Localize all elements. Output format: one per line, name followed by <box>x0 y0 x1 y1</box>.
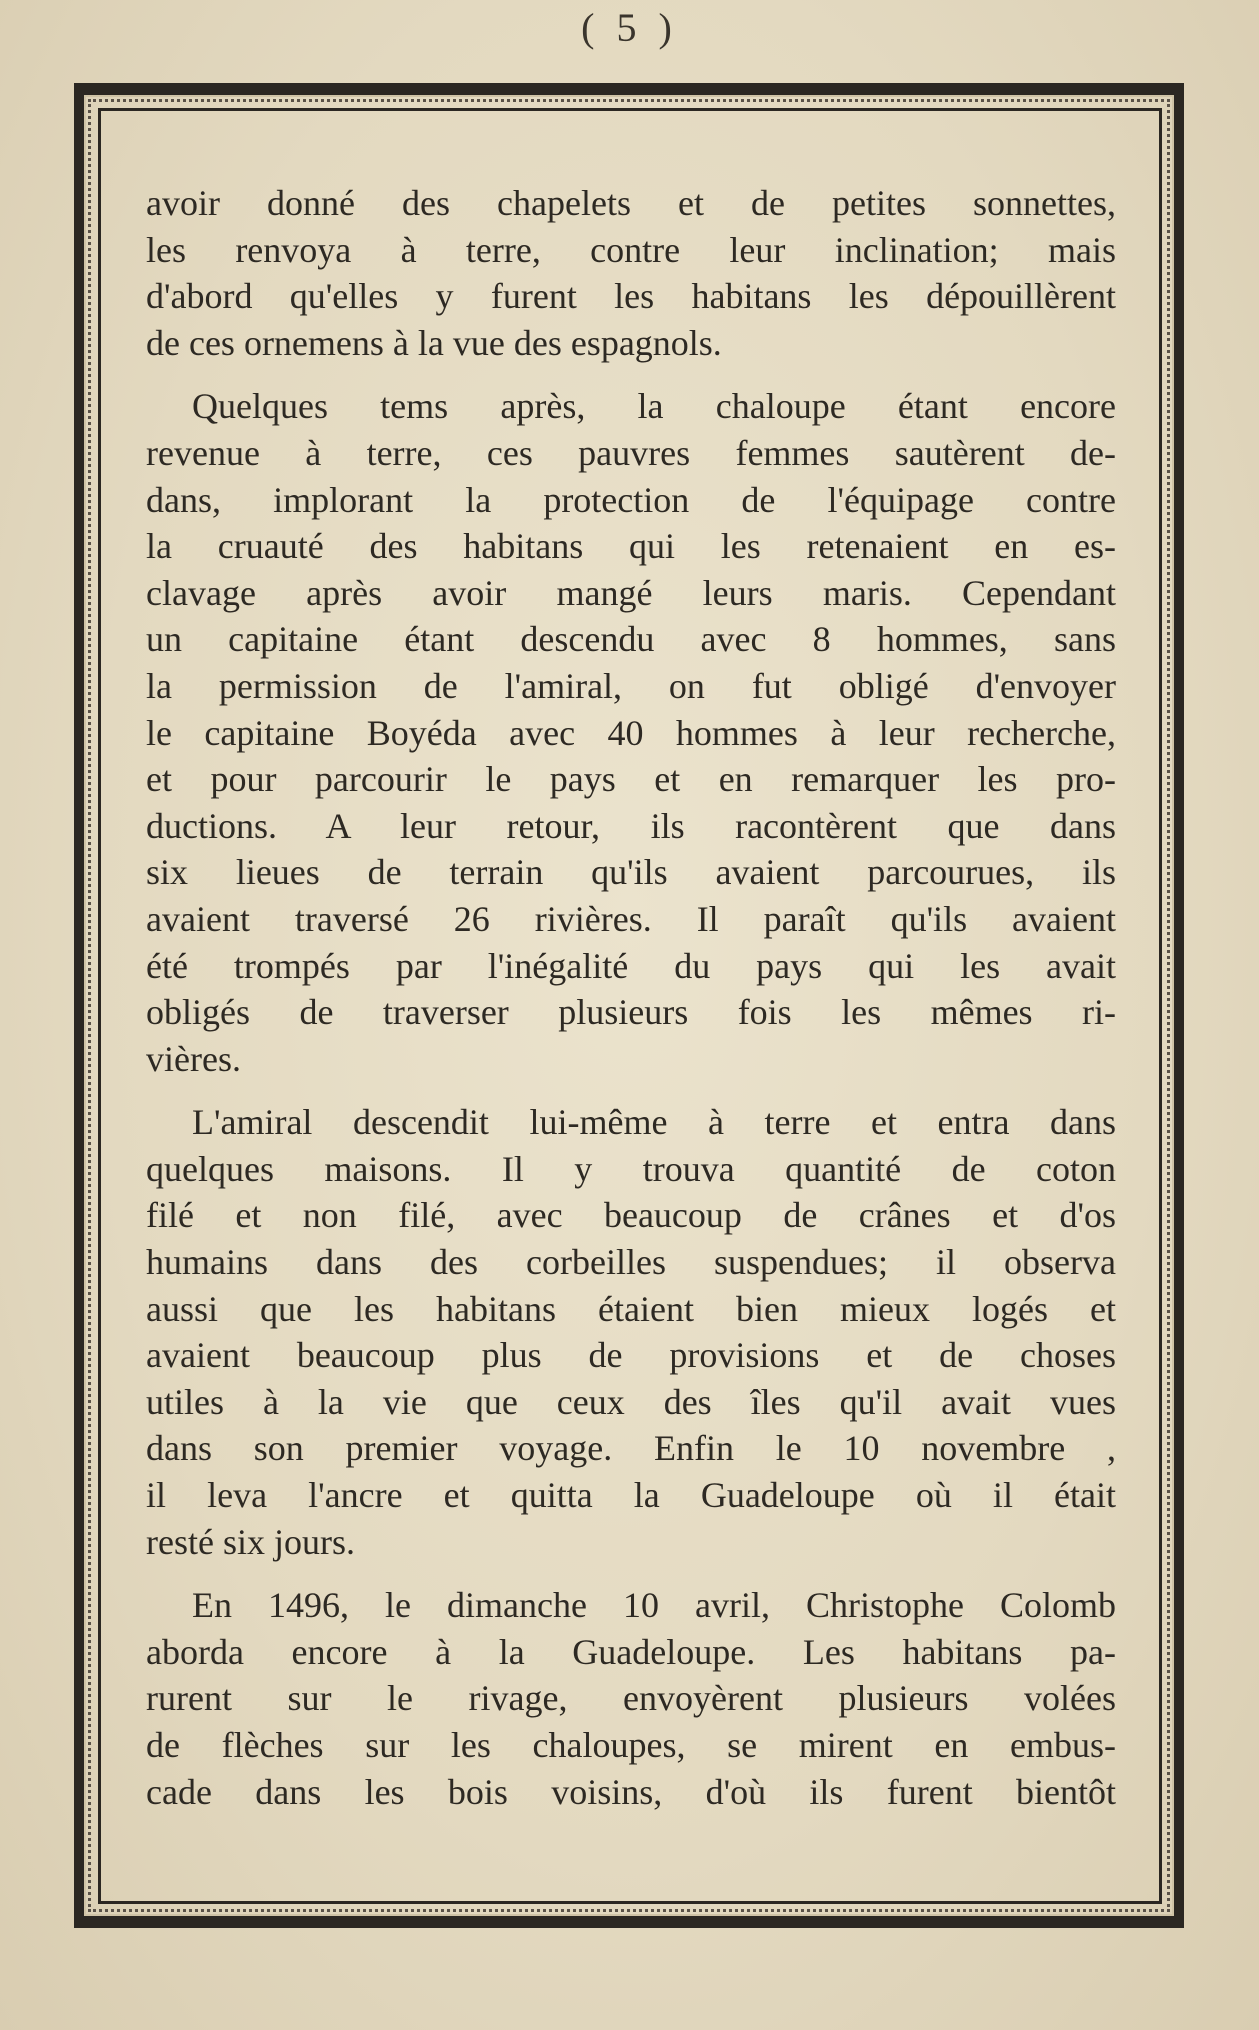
text-line: avaient traversé 26 rivières. Il paraît qu'ils avaient <box>146 898 1116 939</box>
text-line: avoir donné des chapelets et de petites sonnettes, <box>146 183 1116 223</box>
text-line: En 1496, le dimanche 10 avril, Christophe Colomb <box>192 1585 1116 1626</box>
text-line: aussi que les habitans étaient bien mieux logés et <box>146 1288 1116 1329</box>
text-line: les renvoya à terre, contre leur inclination; mais <box>146 229 1116 270</box>
text-line: de flèches sur les chaloupes, se mirent en embus- <box>146 1725 1116 1765</box>
text-line: revenue à terre, ces pauvres femmes sautèrent de- <box>146 432 1116 473</box>
paragraph-1 <box>146 180 1116 366</box>
body-text <box>146 180 1116 1815</box>
text-line: L'amiral descendit lui-même à terre et entra dans <box>192 1102 1116 1143</box>
text-line: de ces ornemens à la vue des espagnols. <box>146 322 722 363</box>
text-line: dans son premier voyage. Enfin le 10 novembre , <box>146 1428 1116 1469</box>
text-line: cade dans les bois voisins, d'où ils furent bientôt <box>146 1771 1116 1812</box>
text-line: dans, implorant la protection de l'équipage contre <box>146 479 1116 520</box>
text-line: humains dans des corbeilles suspendues; il observa <box>146 1242 1116 1283</box>
text-line: resté six jours. <box>146 1521 355 1562</box>
text-line: filé et non filé, avec beaucoup de crânes et d'os <box>146 1195 1116 1236</box>
text-line: aborda encore à la Guadeloupe. Les habitans pa- <box>146 1631 1116 1672</box>
paragraph-4 <box>146 1582 1116 1815</box>
text-line: le capitaine Boyéda avec 40 hommes à leur recherche, <box>146 712 1116 753</box>
text-line: Quelques tems après, la chaloupe étant encore <box>192 386 1116 427</box>
text-line: six lieues de terrain qu'ils avaient parcourues, ils <box>146 852 1116 893</box>
text-line: et pour parcourir le pays et en remarquer les pro- <box>146 759 1116 800</box>
text-line: été trompés par l'inégalité du pays qui les avait <box>146 945 1116 986</box>
text-line: la cruauté des habitans qui les retenaient en es- <box>146 526 1116 567</box>
paragraph-2 <box>146 383 1116 1082</box>
text-line: quelques maisons. Il y trouva quantité de coton <box>146 1148 1116 1189</box>
text-line: d'abord qu'elles y furent les habitans les dépouillèrent <box>146 276 1116 317</box>
text-line: la permission de l'amiral, on fut obligé d'envoyer <box>146 665 1116 706</box>
text-line: ductions. A leur retour, ils racontèrent que dans <box>146 805 1116 846</box>
text-line: rurent sur le rivage, envoyèrent plusieurs volées <box>146 1678 1116 1719</box>
text-line: clavage après avoir mangé leurs maris. Cependant <box>146 572 1116 613</box>
text-line: obligés de traverser plusieurs fois les mêmes ri- <box>146 992 1116 1033</box>
text-line: utiles à la vie que ceux des îles qu'il avait vues <box>146 1381 1116 1422</box>
page-number: ( 5 ) <box>581 5 678 50</box>
text-line: avaient beaucoup plus de provisions et de choses <box>146 1335 1116 1376</box>
text-line: vières. <box>146 1038 241 1079</box>
text-line: il leva l'ancre et quitta la Guadeloupe où il était <box>146 1475 1116 1516</box>
text-line: un capitaine étant descendu avec 8 hommes, sans <box>146 619 1116 660</box>
paragraph-3 <box>146 1099 1116 1565</box>
